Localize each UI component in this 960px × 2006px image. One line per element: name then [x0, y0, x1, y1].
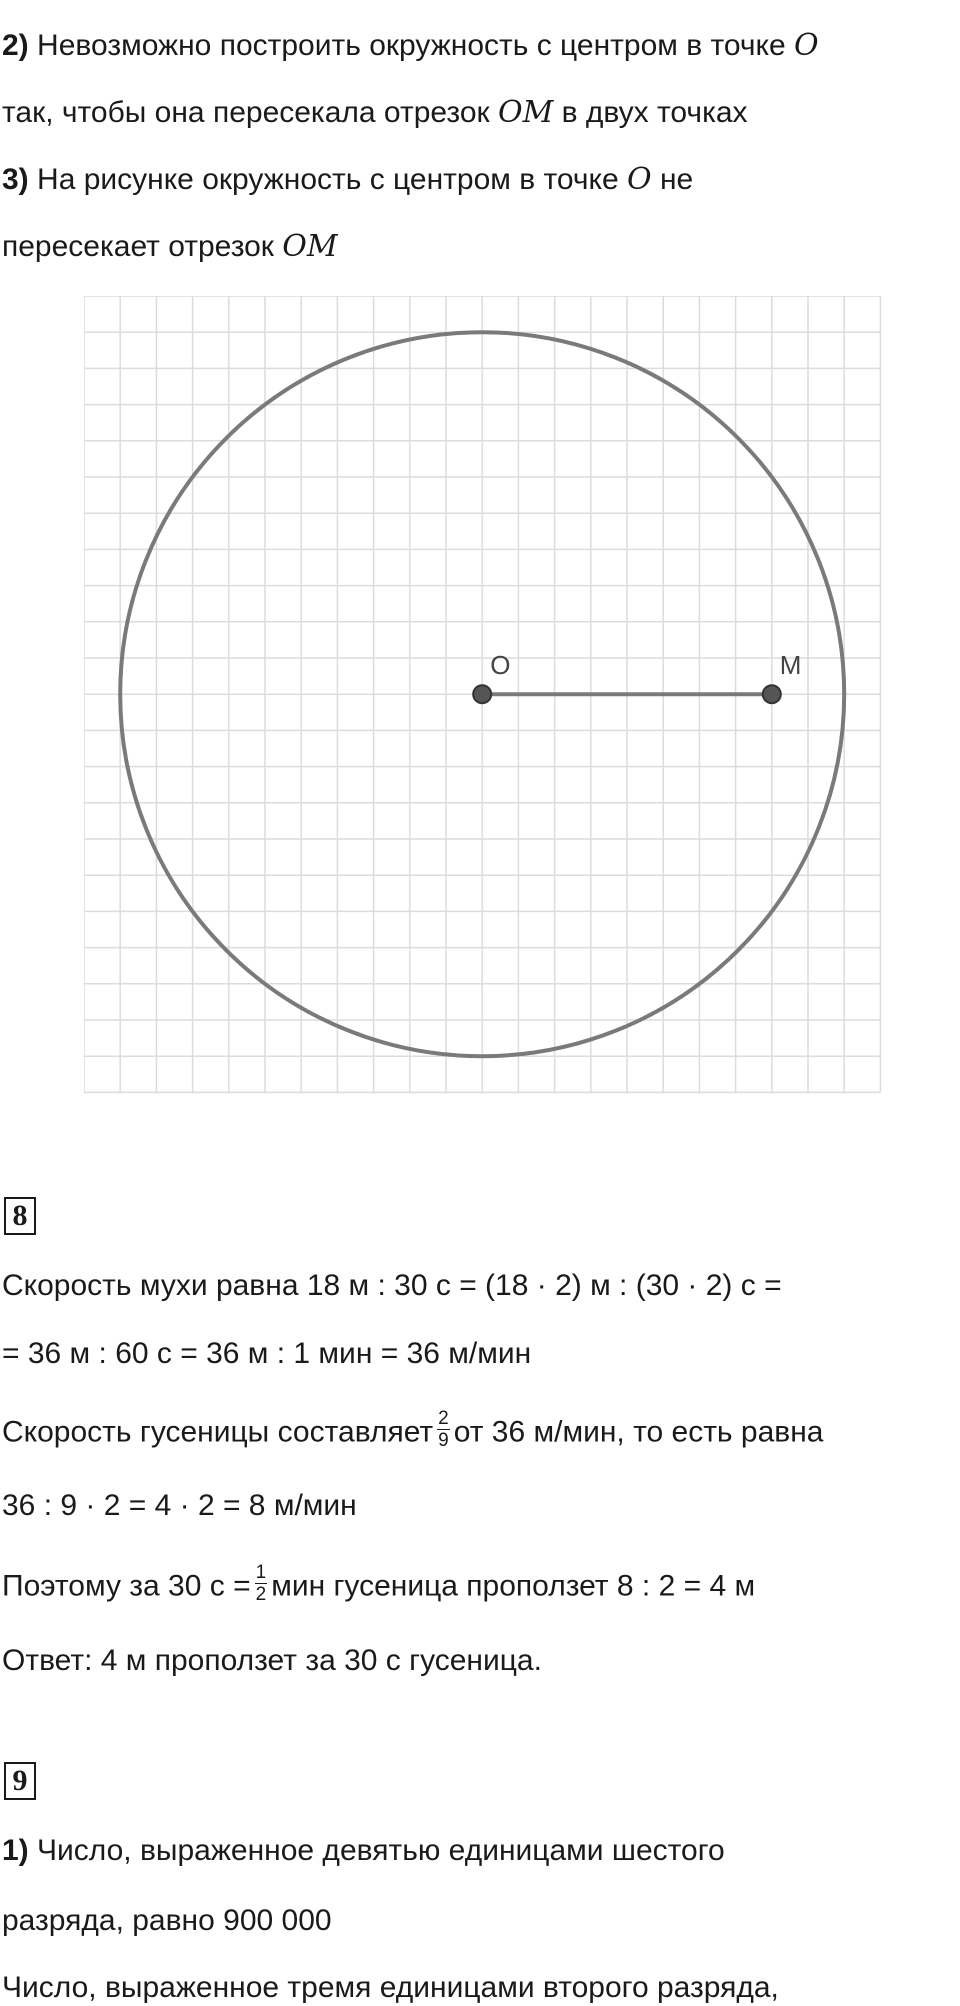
task8-line5-text: Поэтому за 30 с =: [2, 1569, 251, 1603]
fraction-denominator: 2: [255, 1584, 267, 1605]
label-m: M: [779, 650, 802, 681]
item2-text: Невозможно построить окружность с центром в точке: [28, 29, 795, 62]
segment-om-ref: OM: [282, 229, 338, 264]
item2-line1: [2, 28, 819, 64]
segment-om-ref: OM: [497, 95, 554, 130]
item3-line2: [2, 229, 338, 265]
task8-line3-end: от 36 м/мин, то есть равна: [453, 1415, 824, 1449]
task9-line2: разряда, равно 900 000: [2, 1904, 332, 1937]
point-o-ref: O: [794, 28, 819, 63]
fraction-1-2: [255, 1562, 268, 1605]
item2-line2: [2, 95, 748, 131]
task8-line1: Скорость мухи равна 18 м : 30 с = (18 · 2) м : (30 · 2) с =: [2, 1269, 782, 1302]
label-o: O: [490, 650, 511, 681]
task8-line5: [2, 1562, 756, 1609]
task9-item1-marker: 1): [2, 1834, 29, 1867]
item3-line1: [2, 162, 693, 198]
item2-line2-end: в двух точках: [553, 96, 748, 129]
task9-line1: [2, 1833, 725, 1869]
point-o: [473, 685, 491, 703]
point-o-ref: O: [627, 162, 652, 197]
task8-line3: [2, 1408, 824, 1455]
task9-line3: Число, выраженное тремя единицами второго разряда,: [2, 1971, 779, 2004]
task8-line4: 36 : 9 · 2 = 4 · 2 = 8 м/мин: [2, 1489, 357, 1522]
task8-line3-text: Скорость гусеницы составляет: [2, 1415, 434, 1449]
circle-figure: [84, 296, 884, 1100]
item3-line2-text: пересекает отрезок: [2, 230, 283, 263]
task8-line2: = 36 м : 60 с = 36 м : 1 мин = 36 м/мин: [2, 1337, 532, 1370]
task8-line5-end: мин гусеница проползет 8 : 2 = 4 м: [271, 1569, 756, 1603]
item3-text: На рисунке окружность с центром в точке: [28, 163, 628, 196]
item2-line2-text: так, чтобы она пересекала отрезок: [2, 96, 498, 129]
fraction-denominator: 9: [438, 1430, 449, 1451]
item3-marker: 3): [2, 163, 29, 196]
item3-text-end: не: [651, 163, 694, 196]
fraction-numerator: 1: [255, 1562, 267, 1583]
task-number-9: 9: [4, 1762, 36, 1800]
task8-answer: Ответ: 4 м проползет за 30 с гусеница.: [2, 1644, 542, 1677]
fraction-numerator: 2: [438, 1408, 449, 1429]
task-number-8: 8: [4, 1197, 36, 1235]
item2-marker: 2): [2, 29, 29, 62]
point-m: [763, 685, 781, 703]
fraction-2-9: [437, 1408, 450, 1451]
task9-item1-text: Число, выраженное девятью единицами шестого: [28, 1834, 725, 1867]
